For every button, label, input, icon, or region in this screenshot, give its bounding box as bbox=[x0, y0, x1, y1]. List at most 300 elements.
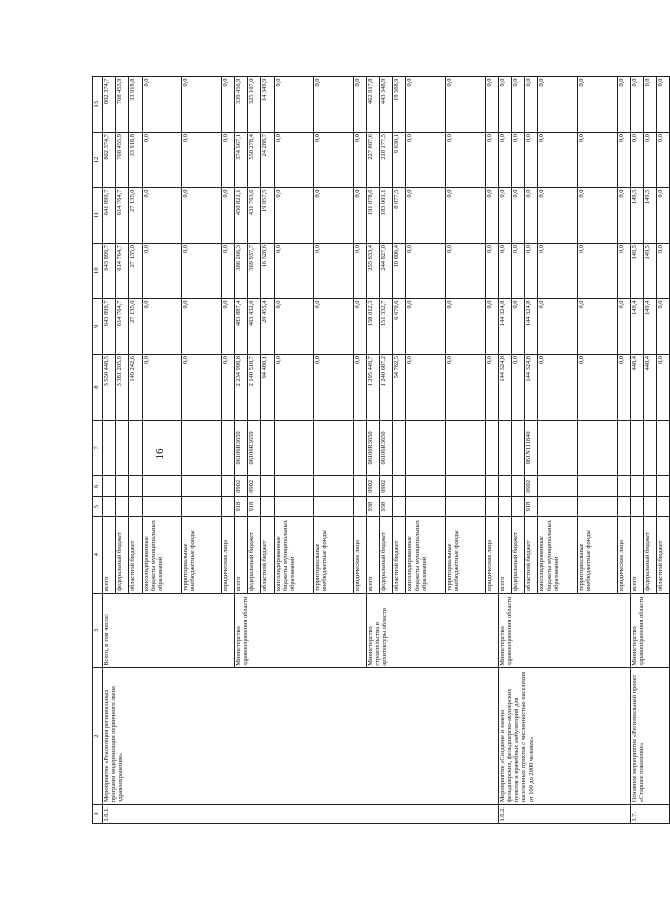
funding-source-cell: территориальные внебюджетные фонды bbox=[182, 516, 222, 593]
amount-cell: 0,0 bbox=[314, 132, 354, 187]
budget-table-sheet bbox=[92, 76, 665, 824]
amount-cell: 149,5 bbox=[643, 188, 656, 243]
amount-cell: 8 077,5 bbox=[393, 188, 406, 243]
target-article-cell bbox=[116, 420, 129, 475]
amount-cell: 0,0 bbox=[538, 243, 578, 298]
amount-cell: 0,0 bbox=[314, 243, 354, 298]
column-number-cell: 3 bbox=[93, 593, 103, 668]
target-article-cell: 06106R3650 bbox=[380, 420, 393, 475]
amount-cell: 0,0 bbox=[485, 243, 498, 298]
amount-cell: 0,0 bbox=[353, 188, 366, 243]
item-name-cell: Мероприятие «Реализация региональных программ модернизации первичного звена здравоохранения» bbox=[103, 668, 499, 805]
section-code-cell bbox=[643, 476, 656, 497]
executor-cell: Министерство здравоохранения области bbox=[498, 593, 630, 668]
target-article-cell bbox=[657, 420, 670, 475]
grbs-code-cell bbox=[577, 497, 617, 516]
table-row bbox=[630, 77, 643, 824]
amount-cell: 450 821,1 bbox=[234, 188, 247, 243]
item-name-cell: Основное мероприятие «Региональный проект «Старшее поколение» bbox=[630, 668, 670, 805]
target-article-cell bbox=[353, 420, 366, 475]
amount-cell: 0,0 bbox=[406, 354, 446, 420]
item-code-cell: 1.6.2. bbox=[498, 804, 630, 823]
funding-source-cell: всего bbox=[366, 516, 379, 593]
column-number-cell: 11 bbox=[93, 188, 103, 243]
amount-cell: 0,0 bbox=[221, 299, 234, 354]
amount-cell: 0,0 bbox=[446, 243, 486, 298]
funding-source-cell: юридические лица bbox=[485, 516, 498, 593]
amount-cell: 574 567,1 bbox=[234, 132, 247, 187]
target-article-cell bbox=[406, 420, 446, 475]
amount-cell: 0,0 bbox=[512, 188, 525, 243]
amount-cell: 483 887,4 bbox=[234, 299, 247, 354]
funding-source-cell: областной бюджет bbox=[393, 516, 406, 593]
amount-cell: 183 001,1 bbox=[380, 188, 393, 243]
target-article-cell bbox=[538, 420, 578, 475]
grbs-code-cell bbox=[314, 497, 354, 516]
grbs-code-cell bbox=[274, 497, 314, 516]
amount-cell: 0,0 bbox=[142, 299, 182, 354]
grbs-code-cell bbox=[261, 497, 274, 516]
amount-cell: 0,0 bbox=[446, 77, 486, 133]
amount-cell: 2 234 998,8 bbox=[234, 354, 247, 420]
table-body bbox=[93, 77, 670, 824]
grbs-code-cell bbox=[221, 497, 234, 516]
amount-cell: 0,0 bbox=[182, 243, 222, 298]
grbs-code-cell bbox=[129, 497, 142, 516]
funding-source-cell: территориальные внебюджетные фонды bbox=[446, 516, 486, 593]
target-article-cell bbox=[182, 420, 222, 475]
amount-cell: 20 455,4 bbox=[261, 299, 274, 354]
amount-cell: 0,0 bbox=[512, 299, 525, 354]
section-code-cell: 0902 bbox=[366, 476, 379, 497]
target-article-cell bbox=[485, 420, 498, 475]
amount-cell: 0,0 bbox=[314, 77, 354, 133]
amount-cell: 144 324,8 bbox=[498, 299, 511, 354]
amount-cell: 0,0 bbox=[274, 299, 314, 354]
amount-cell: 0,0 bbox=[406, 77, 446, 133]
funding-source-cell: областной бюджет bbox=[129, 516, 142, 593]
item-name-cell: Мероприятие «Создание и замена фельдшерских, фельдшерско-акушерских пунктов и врачебных амбулаторий для населенных пунктов с численностью населения от 100 до 2000 человек» bbox=[498, 668, 630, 805]
amount-cell: 0,0 bbox=[446, 299, 486, 354]
item-code-cell: 1.7. bbox=[630, 804, 670, 823]
amount-cell: 227 807,6 bbox=[366, 132, 379, 187]
grbs-code-cell bbox=[182, 497, 222, 516]
amount-cell: 0,0 bbox=[406, 188, 446, 243]
amount-cell: 0,0 bbox=[314, 354, 354, 420]
amount-cell: 149,4 bbox=[643, 299, 656, 354]
table-row bbox=[498, 77, 511, 824]
amount-cell: 24 288,7 bbox=[261, 132, 274, 187]
amount-cell: 0,0 bbox=[446, 132, 486, 187]
target-article-cell: 061N111840 bbox=[525, 420, 538, 475]
amount-cell: 0,0 bbox=[353, 354, 366, 420]
amount-cell: 0,0 bbox=[498, 132, 511, 187]
amount-cell: 14 349,9 bbox=[261, 77, 274, 133]
funding-source-cell: всего bbox=[498, 516, 511, 593]
grbs-code-cell bbox=[485, 497, 498, 516]
amount-cell: 550 278,4 bbox=[248, 132, 261, 187]
funding-source-cell: федеральный бюджет bbox=[380, 516, 393, 593]
target-article-cell bbox=[393, 420, 406, 475]
amount-cell: 0,0 bbox=[657, 188, 670, 243]
amount-cell: 158 012,3 bbox=[366, 299, 379, 354]
amount-cell: 386 266,3 bbox=[234, 243, 247, 298]
amount-cell: 339 456,9 bbox=[234, 77, 247, 133]
amount-cell: 19 568,9 bbox=[393, 77, 406, 133]
amount-cell: 191 078,6 bbox=[366, 188, 379, 243]
funding-source-cell: федеральный бюджет bbox=[643, 516, 656, 593]
amount-cell: 3 550 448,5 bbox=[103, 354, 116, 420]
section-code-cell bbox=[617, 476, 630, 497]
amount-cell: 443 348,9 bbox=[380, 77, 393, 133]
funding-source-cell: консолидированные бюджеты муниципальных образований bbox=[406, 516, 446, 593]
funding-source-cell: областной бюджет bbox=[657, 516, 670, 593]
column-number-cell: 8 bbox=[93, 354, 103, 420]
section-code-cell bbox=[657, 476, 670, 497]
funding-source-cell: территориальные внебюджетные фонды bbox=[577, 516, 617, 593]
amount-cell: 614 764,7 bbox=[116, 299, 129, 354]
grbs-code-cell bbox=[393, 497, 406, 516]
amount-cell: 0,0 bbox=[525, 188, 538, 243]
amount-cell: 33 918,8 bbox=[129, 132, 142, 187]
section-code-cell: 0902 bbox=[525, 476, 538, 497]
amount-cell: 0,0 bbox=[221, 132, 234, 187]
amount-cell: 0,0 bbox=[446, 188, 486, 243]
funding-source-cell: всего bbox=[234, 516, 247, 593]
column-number-row bbox=[93, 77, 103, 824]
amount-cell: 0,0 bbox=[221, 243, 234, 298]
amount-cell: 149,5 bbox=[630, 243, 643, 298]
amount-cell: 6 679,6 bbox=[393, 299, 406, 354]
amount-cell: 0,0 bbox=[577, 77, 617, 133]
amount-cell: 0,0 bbox=[617, 132, 630, 187]
grbs-code-cell bbox=[538, 497, 578, 516]
amount-cell: 0,0 bbox=[657, 243, 670, 298]
grbs-code-cell: 938 bbox=[380, 497, 393, 516]
grbs-code-cell bbox=[353, 497, 366, 516]
funding-source-cell: консолидированные бюджеты муниципальных образований bbox=[142, 516, 182, 593]
amount-cell: 0,0 bbox=[525, 243, 538, 298]
target-article-cell bbox=[446, 420, 486, 475]
executor-cell: Всего, в том числе: bbox=[103, 593, 235, 668]
executor-cell: Министерство здравоохранения области bbox=[234, 593, 366, 668]
amount-cell: 0,0 bbox=[525, 132, 538, 187]
section-code-cell bbox=[129, 476, 142, 497]
section-code-cell bbox=[353, 476, 366, 497]
amount-cell: 448,4 bbox=[630, 354, 643, 420]
section-code-cell bbox=[406, 476, 446, 497]
amount-cell: 614 764,7 bbox=[116, 243, 129, 298]
grbs-code-cell bbox=[643, 497, 656, 516]
section-code-cell bbox=[630, 476, 643, 497]
amount-cell: 9 630,1 bbox=[393, 132, 406, 187]
column-number-cell: 13 bbox=[93, 77, 103, 133]
amount-cell: 0,0 bbox=[617, 188, 630, 243]
amount-cell: 0,0 bbox=[577, 188, 617, 243]
amount-cell: 0,0 bbox=[274, 354, 314, 420]
amount-cell: 144 324,8 bbox=[498, 354, 511, 420]
grbs-code-cell: 918 bbox=[234, 497, 247, 516]
section-code-cell bbox=[116, 476, 129, 497]
amount-cell: 0,0 bbox=[630, 132, 643, 187]
amount-cell: 0,0 bbox=[274, 132, 314, 187]
section-code-cell bbox=[142, 476, 182, 497]
amount-cell: 0,0 bbox=[657, 354, 670, 420]
target-article-cell bbox=[274, 420, 314, 475]
target-article-cell bbox=[142, 420, 182, 475]
amount-cell: 0,0 bbox=[577, 243, 617, 298]
amount-cell: 0,0 bbox=[485, 188, 498, 243]
amount-cell: 10 806,4 bbox=[393, 243, 406, 298]
budget-table bbox=[92, 76, 670, 824]
amount-cell: 802 374,7 bbox=[103, 77, 116, 133]
funding-source-cell: федеральный бюджет bbox=[116, 516, 129, 593]
column-number-cell: 10 bbox=[93, 243, 103, 298]
grbs-code-cell bbox=[617, 497, 630, 516]
amount-cell: 0,0 bbox=[406, 299, 446, 354]
section-code-cell bbox=[393, 476, 406, 497]
target-article-cell bbox=[129, 420, 142, 475]
amount-cell: 0,0 bbox=[577, 354, 617, 420]
amount-cell: 0,0 bbox=[182, 132, 222, 187]
funding-source-cell: консолидированные бюджеты муниципальных образований bbox=[274, 516, 314, 593]
amount-cell: 0,0 bbox=[353, 299, 366, 354]
amount-cell: 0,0 bbox=[485, 77, 498, 133]
grbs-code-cell: 938 bbox=[366, 497, 379, 516]
grbs-code-cell bbox=[630, 497, 643, 516]
amount-cell: 641 899,7 bbox=[103, 188, 116, 243]
section-code-cell bbox=[577, 476, 617, 497]
executor-cell: Министерство здравоохранения области bbox=[630, 593, 670, 668]
target-article-cell bbox=[314, 420, 354, 475]
target-article-cell: 06106R3650 bbox=[366, 420, 379, 475]
amount-cell: 54 762,5 bbox=[393, 354, 406, 420]
amount-cell: 0,0 bbox=[512, 77, 525, 133]
amount-cell: 0,0 bbox=[182, 188, 222, 243]
amount-cell: 0,0 bbox=[643, 132, 656, 187]
amount-cell: 463 432,0 bbox=[248, 299, 261, 354]
amount-cell: 0,0 bbox=[577, 299, 617, 354]
grbs-code-cell bbox=[657, 497, 670, 516]
column-number-cell: 7 bbox=[93, 420, 103, 475]
funding-source-cell: всего bbox=[630, 516, 643, 593]
section-code-cell bbox=[314, 476, 354, 497]
grbs-code-cell bbox=[116, 497, 129, 516]
amount-cell: 244 827,0 bbox=[380, 243, 393, 298]
amount-cell: 0,0 bbox=[274, 77, 314, 133]
amount-cell: 0,0 bbox=[182, 299, 222, 354]
amount-cell: 0,0 bbox=[498, 243, 511, 298]
amount-cell: 0,0 bbox=[643, 77, 656, 133]
amount-cell: 94 480,1 bbox=[261, 354, 274, 420]
amount-cell: 0,0 bbox=[353, 77, 366, 133]
amount-cell: 0,0 bbox=[406, 243, 446, 298]
funding-source-cell: юридические лица bbox=[617, 516, 630, 593]
amount-cell: 2 140 518,7 bbox=[248, 354, 261, 420]
target-article-cell bbox=[577, 420, 617, 475]
amount-cell: 0,0 bbox=[512, 243, 525, 298]
amount-cell: 1 295 449,7 bbox=[366, 354, 379, 420]
amount-cell: 0,0 bbox=[221, 188, 234, 243]
target-article-cell bbox=[617, 420, 630, 475]
section-code-cell bbox=[274, 476, 314, 497]
amount-cell: 0,0 bbox=[142, 132, 182, 187]
amount-cell: 151 332,7 bbox=[380, 299, 393, 354]
funding-source-cell: юридические лица bbox=[353, 516, 366, 593]
amount-cell: 0,0 bbox=[142, 77, 182, 133]
amount-cell: 768 455,9 bbox=[116, 132, 129, 187]
section-code-cell bbox=[182, 476, 222, 497]
amount-cell: 0,0 bbox=[512, 132, 525, 187]
funding-source-cell: федеральный бюджет bbox=[512, 516, 525, 593]
amount-cell: 218 177,5 bbox=[380, 132, 393, 187]
amount-cell: 0,0 bbox=[182, 77, 222, 133]
amount-cell: 0,0 bbox=[221, 354, 234, 420]
amount-cell: 0,0 bbox=[538, 354, 578, 420]
amount-cell: 0,0 bbox=[657, 299, 670, 354]
column-number-cell: 5 bbox=[93, 497, 103, 516]
funding-source-cell: областной бюджет bbox=[525, 516, 538, 593]
amount-cell: 0,0 bbox=[274, 243, 314, 298]
target-article-cell: 06106R3650 bbox=[248, 420, 261, 475]
section-code-cell: 0902 bbox=[234, 476, 247, 497]
amount-cell: 0,0 bbox=[485, 299, 498, 354]
amount-cell: 33 918,8 bbox=[129, 77, 142, 133]
amount-cell: 0,0 bbox=[617, 354, 630, 420]
funding-source-cell: территориальные внебюджетные фонды bbox=[314, 516, 354, 593]
amount-cell: 0,0 bbox=[538, 77, 578, 133]
amount-cell: 27 135,0 bbox=[129, 243, 142, 298]
section-code-cell bbox=[261, 476, 274, 497]
column-number-cell: 2 bbox=[93, 668, 103, 805]
target-article-cell bbox=[103, 420, 116, 475]
amount-cell: 0,0 bbox=[221, 77, 234, 133]
section-code-cell bbox=[498, 476, 511, 497]
amount-cell: 0,0 bbox=[617, 77, 630, 133]
funding-source-cell: консолидированные бюджеты муниципальных образований bbox=[538, 516, 578, 593]
executor-cell: Министерство строительства и архитектуры области bbox=[366, 593, 498, 668]
page-number: 16 bbox=[154, 448, 166, 460]
section-code-cell bbox=[446, 476, 486, 497]
grbs-code-cell bbox=[103, 497, 116, 516]
section-code-cell bbox=[221, 476, 234, 497]
amount-cell: 0,0 bbox=[617, 299, 630, 354]
funding-source-cell: областной бюджет bbox=[261, 516, 274, 593]
funding-source-cell: юридические лица bbox=[221, 516, 234, 593]
amount-cell: 16 328,6 bbox=[261, 243, 274, 298]
amount-cell: 3 381 205,9 bbox=[116, 354, 129, 420]
amount-cell: 462 917,8 bbox=[366, 77, 379, 133]
amount-cell: 0,0 bbox=[314, 299, 354, 354]
funding-source-cell: всего bbox=[103, 516, 116, 593]
amount-cell: 0,0 bbox=[538, 132, 578, 187]
section-code-cell bbox=[512, 476, 525, 497]
amount-cell: 369 937,7 bbox=[248, 243, 261, 298]
grbs-code-cell bbox=[406, 497, 446, 516]
amount-cell: 0,0 bbox=[314, 188, 354, 243]
section-code-cell: 0902 bbox=[248, 476, 261, 497]
amount-cell: 614 764,7 bbox=[116, 188, 129, 243]
target-article-cell bbox=[261, 420, 274, 475]
amount-cell: 448,4 bbox=[643, 354, 656, 420]
amount-cell: 149,4 bbox=[630, 299, 643, 354]
target-article-cell bbox=[221, 420, 234, 475]
amount-cell: 0,0 bbox=[353, 243, 366, 298]
column-number-cell: 4 bbox=[93, 516, 103, 593]
amount-cell: 0,0 bbox=[577, 132, 617, 187]
item-code-cell: 1.6.1. bbox=[103, 804, 499, 823]
amount-cell: 0,0 bbox=[142, 243, 182, 298]
amount-cell: 144 324,8 bbox=[525, 354, 538, 420]
amount-cell: 0,0 bbox=[512, 354, 525, 420]
grbs-code-cell bbox=[512, 497, 525, 516]
amount-cell: 768 455,9 bbox=[116, 77, 129, 133]
funding-source-cell: федеральный бюджет bbox=[248, 516, 261, 593]
amount-cell: 0,0 bbox=[485, 354, 498, 420]
amount-cell: 19 057,5 bbox=[261, 188, 274, 243]
amount-cell: 0,0 bbox=[630, 77, 643, 133]
amount-cell: 27 135,0 bbox=[129, 188, 142, 243]
column-number-cell: 9 bbox=[93, 299, 103, 354]
amount-cell: 149,5 bbox=[643, 243, 656, 298]
amount-cell: 0,0 bbox=[538, 188, 578, 243]
amount-cell: 149 242,6 bbox=[129, 354, 142, 420]
target-article-cell: 06106R3650 bbox=[234, 420, 247, 475]
amount-cell: 0,0 bbox=[142, 354, 182, 420]
amount-cell: 0,0 bbox=[498, 77, 511, 133]
amount-cell: 149,5 bbox=[630, 188, 643, 243]
grbs-code-cell bbox=[498, 497, 511, 516]
amount-cell: 0,0 bbox=[142, 188, 182, 243]
target-article-cell bbox=[498, 420, 511, 475]
amount-cell: 431 763,6 bbox=[248, 188, 261, 243]
amount-cell: 144 324,8 bbox=[525, 299, 538, 354]
target-article-cell bbox=[643, 420, 656, 475]
grbs-code-cell bbox=[446, 497, 486, 516]
amount-cell: 0,0 bbox=[274, 188, 314, 243]
amount-cell: 0,0 bbox=[498, 188, 511, 243]
amount-cell: 0,0 bbox=[538, 299, 578, 354]
target-article-cell bbox=[512, 420, 525, 475]
amount-cell: 0,0 bbox=[617, 243, 630, 298]
grbs-code-cell bbox=[142, 497, 182, 516]
amount-cell: 255 633,4 bbox=[366, 243, 379, 298]
amount-cell: 643 899,7 bbox=[103, 243, 116, 298]
amount-cell: 0,0 bbox=[446, 354, 486, 420]
column-number-cell: 12 bbox=[93, 132, 103, 187]
section-code-cell: 0902 bbox=[380, 476, 393, 497]
amount-cell: 0,0 bbox=[182, 354, 222, 420]
amount-cell: 1 240 687,2 bbox=[380, 354, 393, 420]
column-number-cell: 1 bbox=[93, 804, 103, 823]
amount-cell: 0,0 bbox=[657, 77, 670, 133]
amount-cell: 325 107,0 bbox=[248, 77, 261, 133]
column-number-cell: 6 bbox=[93, 476, 103, 497]
amount-cell: 643 899,7 bbox=[103, 299, 116, 354]
amount-cell: 0,0 bbox=[657, 132, 670, 187]
amount-cell: 0,0 bbox=[485, 132, 498, 187]
amount-cell: 0,0 bbox=[353, 132, 366, 187]
grbs-code-cell: 918 bbox=[525, 497, 538, 516]
grbs-code-cell: 918 bbox=[248, 497, 261, 516]
amount-cell: 0,0 bbox=[406, 132, 446, 187]
section-code-cell bbox=[103, 476, 116, 497]
section-code-cell bbox=[485, 476, 498, 497]
amount-cell: 27 135,0 bbox=[129, 299, 142, 354]
target-article-cell bbox=[630, 420, 643, 475]
section-code-cell bbox=[538, 476, 578, 497]
table-row bbox=[103, 77, 116, 824]
